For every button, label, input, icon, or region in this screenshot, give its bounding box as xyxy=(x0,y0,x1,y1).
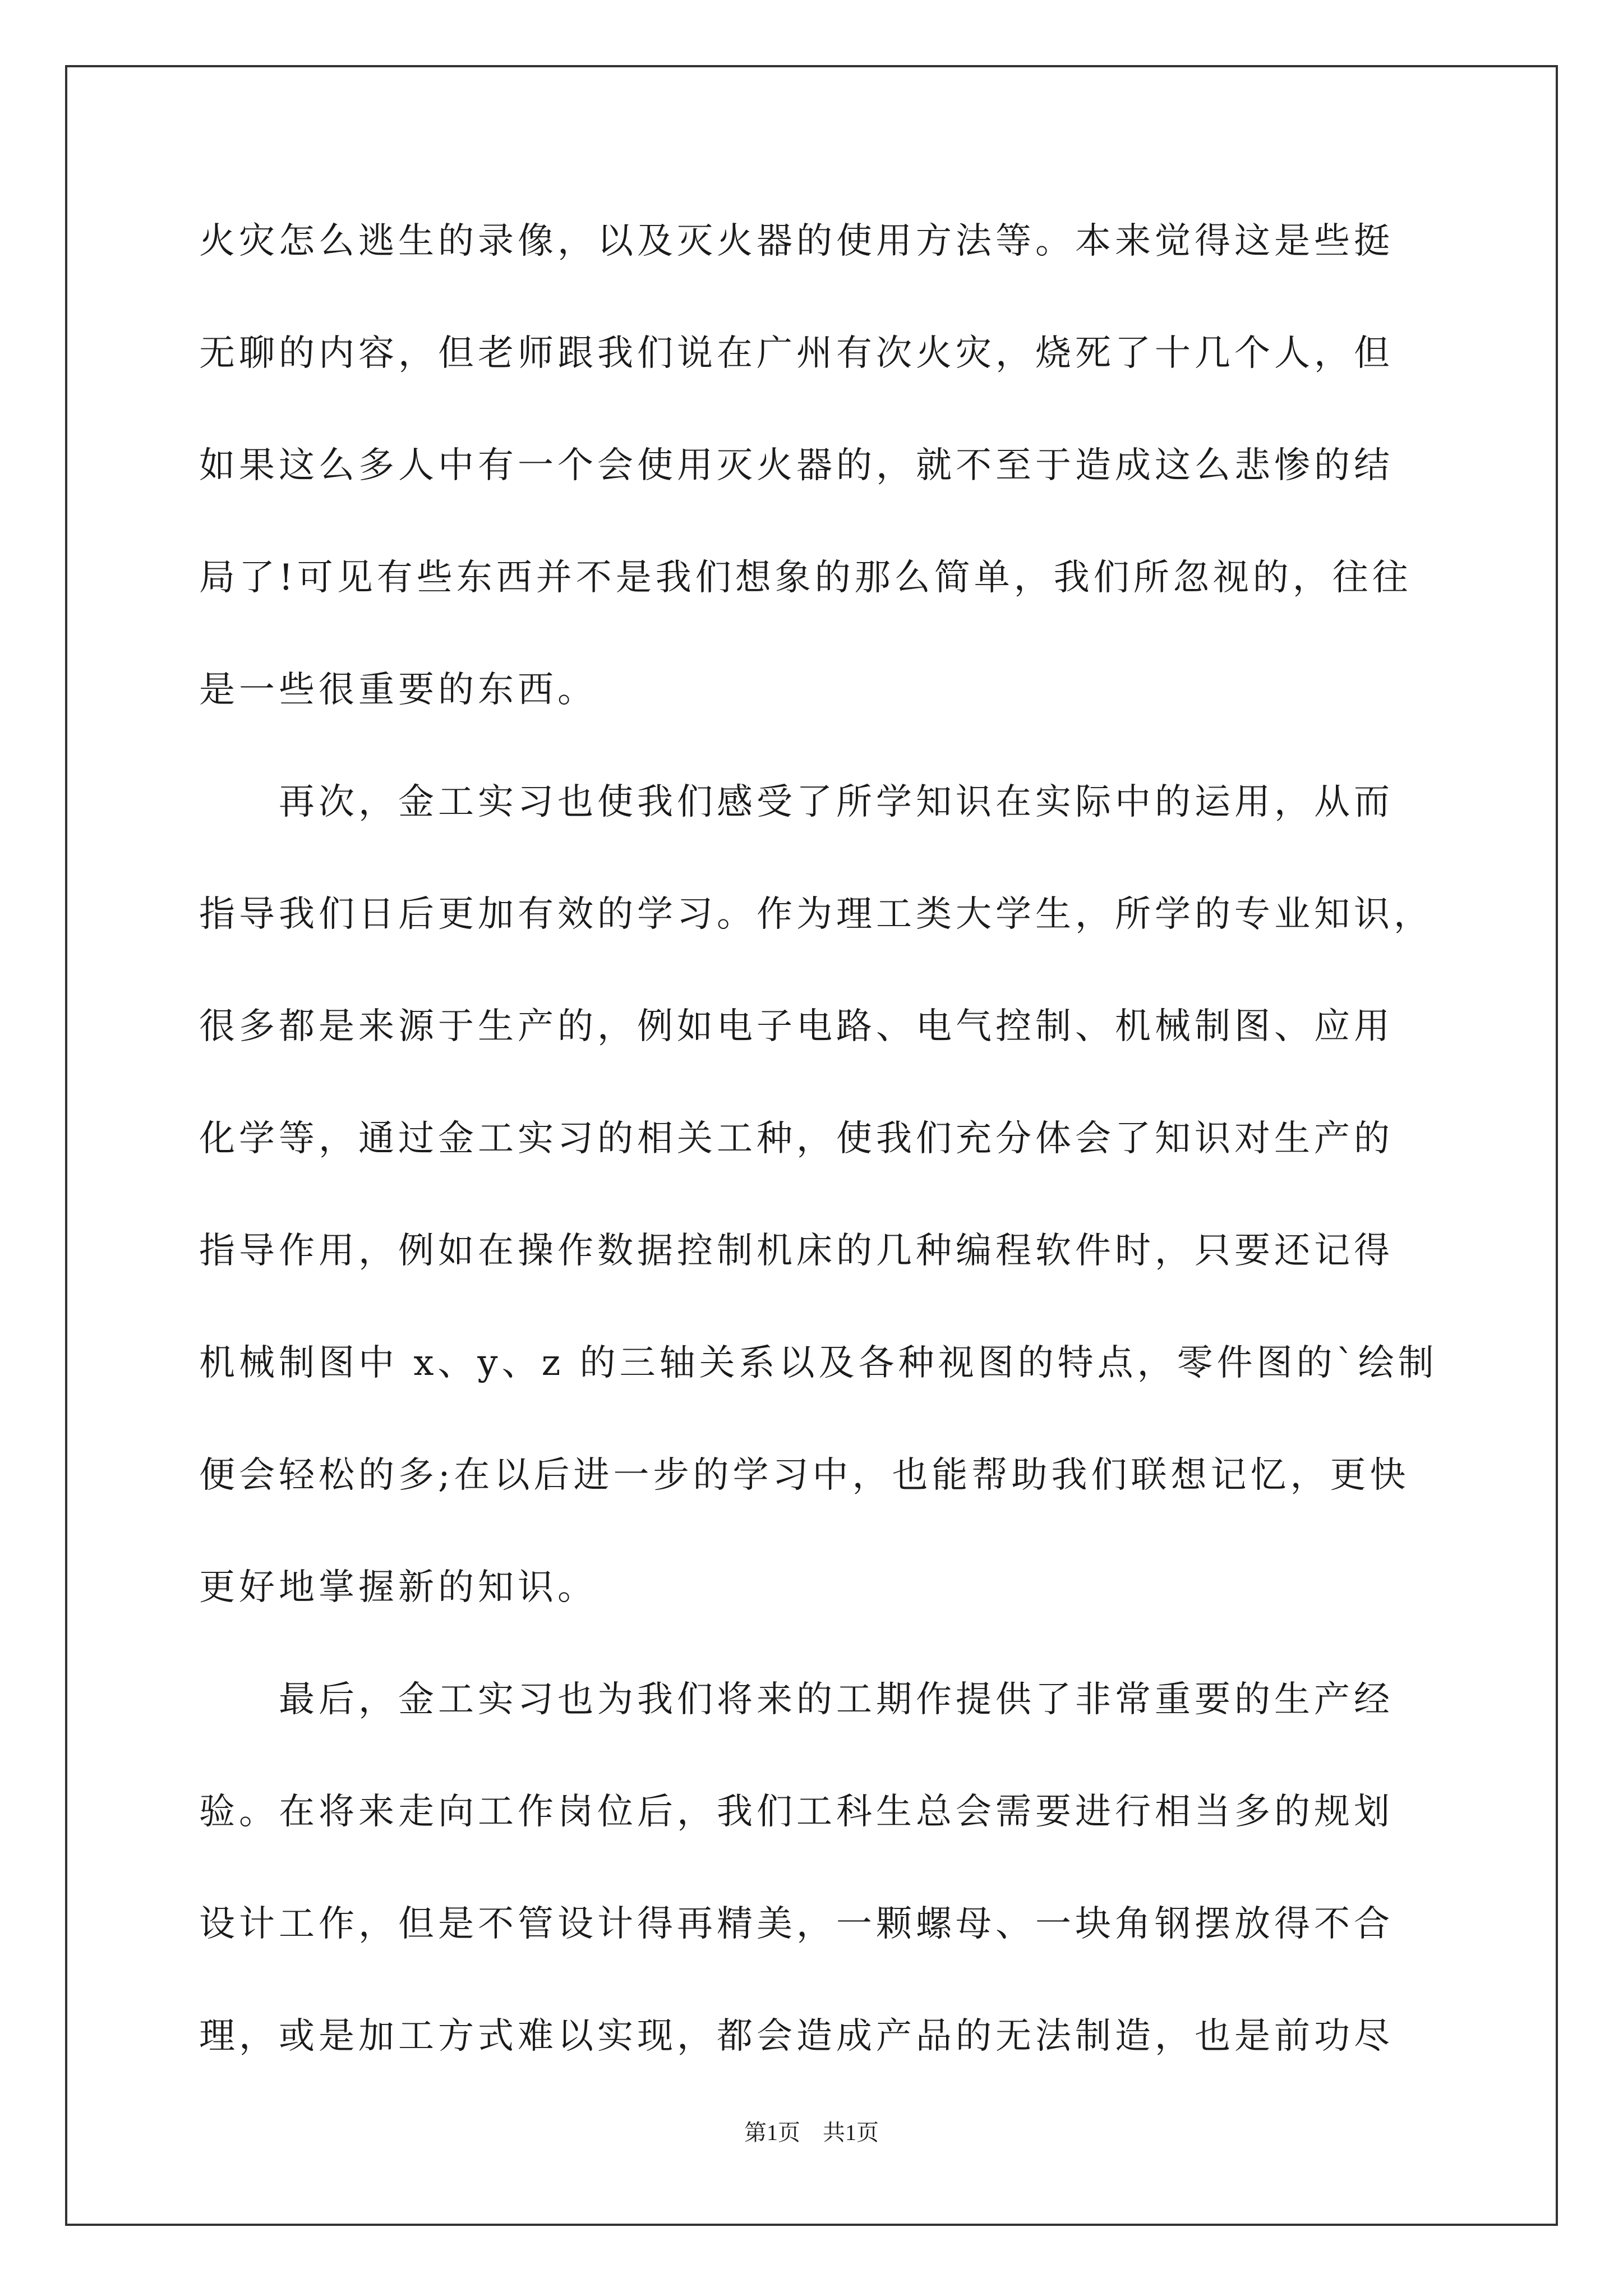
text-line: 火灾怎么逃生的录像，以及灭火器的使用方法等。本来觉得这是些挺 xyxy=(199,220,1394,262)
text-line: 最后，金工实习也为我们将来的工期作提供了非常重要的生产经 xyxy=(199,1679,1394,1720)
text-line: 指导我们日后更加有效的学习。作为理工类大学生，所学的专业知识， xyxy=(199,894,1433,935)
text-line: 验。在将来走向工作岗位后，我们工科生总会需要进行相当多的规划 xyxy=(199,1791,1394,1833)
text-line: 如果这么多人中有一个会使用灭火器的，就不至于造成这么悲惨的结 xyxy=(199,445,1394,486)
text-line: 化学等，通过金工实习的相关工种，使我们充分体会了知识对生产的 xyxy=(199,1118,1394,1159)
text-line: 指导作用，例如在操作数据控制机床的几种编程软件时，只要还记得 xyxy=(199,1230,1394,1272)
text-line: 设计工作，但是不管设计得再精美，一颗螺母、一块角钢摆放得不合 xyxy=(199,1903,1394,1945)
text-line: 更好地掌握新的知识。 xyxy=(199,1567,597,1608)
text-line: 局了!可见有些东西并不是我们想象的那么简单，我们所忽视的，往往 xyxy=(199,557,1412,599)
text-line: 无聊的内容，但老师跟我们说在广州有次火灾，烧死了十几个人，但 xyxy=(199,333,1394,374)
text-line: 很多都是来源于生产的，例如电子电路、电气控制、机械制图、应用 xyxy=(199,1006,1394,1047)
page-number: 第1页 共1页 xyxy=(744,2120,879,2145)
text-line: 机械制图中 x、y、z 的三轴关系以及各种视图的特点，零件图的`绘制 xyxy=(199,1342,1438,1384)
text-line: 便会轻松的多;在以后进一步的学习中，也能帮助我们联想记忆，更快 xyxy=(199,1455,1410,1496)
text-line: 再次，金工实习也使我们感受了所学知识在实际中的运用，从而 xyxy=(199,781,1394,823)
text-line: 理，或是加工方式难以实现，都会造成产品的无法制造，也是前功尽 xyxy=(199,2016,1394,2057)
text-line: 是一些很重要的东西。 xyxy=(199,669,597,711)
